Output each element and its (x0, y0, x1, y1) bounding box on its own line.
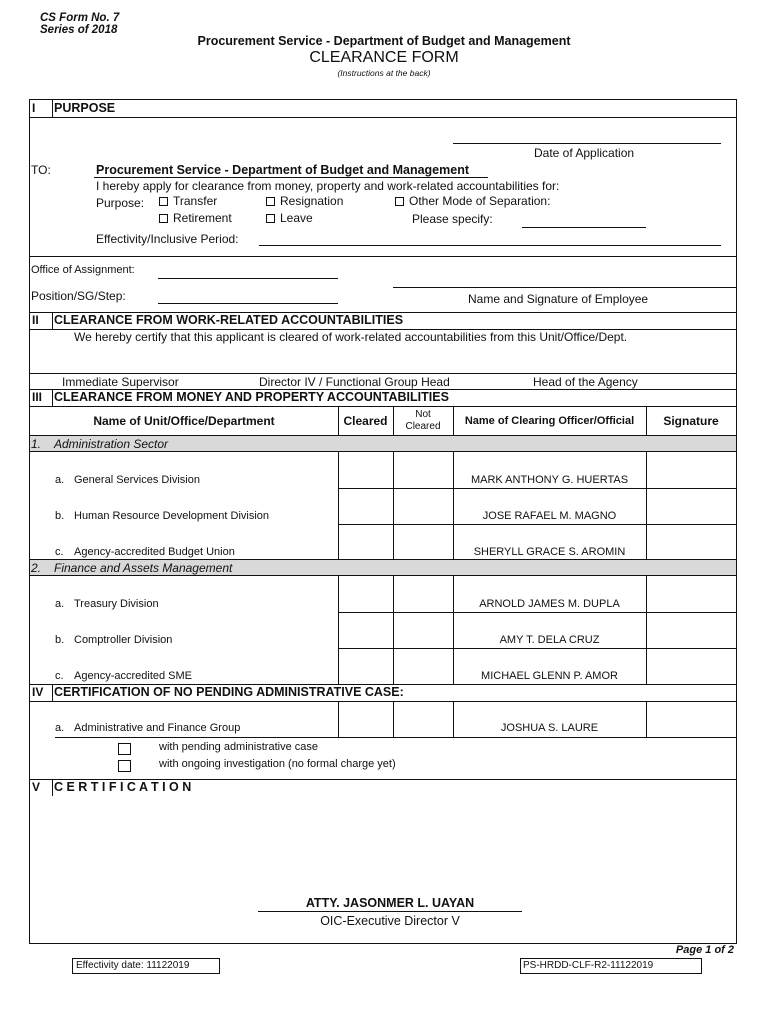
row-unit-comptroller: Comptroller Division (74, 634, 173, 646)
agency-name: Procurement Service - Department of Budget and Management (197, 34, 571, 48)
effectivity-date: Effectivity date: 11122019 (76, 960, 190, 971)
col-cleared-header: Cleared (343, 414, 388, 428)
row-officer-comptroller: AMY T. DELA CRUZ (499, 634, 600, 646)
immediate-supervisor-label: Immediate Supervisor (62, 375, 179, 389)
row-officer-sme: MICHAEL GLENN P. AMOR (481, 670, 618, 682)
row-letter: b. (55, 510, 65, 522)
director-label: Director IV / Functional Group Head (259, 375, 450, 389)
form-series: Series of 2018 (40, 24, 118, 36)
transfer-checkbox[interactable] (159, 197, 168, 206)
date-of-application-label: Date of Application (534, 146, 635, 160)
row-unit-afg: Administrative and Finance Group (74, 722, 241, 734)
to-value: Procurement Service - Department of Budget and Management (96, 163, 469, 177)
section-2-title: CLEARANCE FROM WORK-RELATED ACCOUNTABILITIES (54, 313, 404, 327)
col-signature-header: Signature (663, 414, 719, 428)
other-separation-checkbox[interactable] (395, 197, 404, 206)
row-officer-hrdd: JOSE RAFAEL M. MAGNO (482, 510, 617, 522)
col-not-cleared-header: Not Cleared (405, 409, 441, 432)
row-letter: a. (55, 598, 65, 610)
section-4-header (30, 684, 736, 701)
instructions-note: (Instructions at the back) (337, 68, 431, 78)
employee-signature-line[interactable] (393, 287, 736, 288)
to-label: TO: (31, 163, 51, 177)
row-unit-budget-union: Agency-accredited Budget Union (74, 546, 235, 558)
effectivity-label: Effectivity/Inclusive Period: (96, 232, 239, 246)
col-unit-header: Name of Unit/Office/Department (93, 414, 275, 428)
leave-option[interactable]: Leave (266, 211, 313, 225)
section-5-header (30, 779, 736, 796)
pending-case-checkbox[interactable] (118, 743, 131, 755)
form-title: CLEARANCE FORM (309, 49, 459, 66)
retirement-option[interactable]: Retirement (159, 211, 232, 225)
row-officer-treasury: ARNOLD JAMES M. DUPLA (479, 598, 620, 610)
position-label: Position/SG/Step: (31, 289, 126, 303)
section-5-title: C E R T I F I C A T I O N (54, 780, 192, 794)
specify-line[interactable] (522, 227, 646, 228)
ongoing-investigation-checkbox[interactable] (118, 760, 131, 772)
transfer-option[interactable]: Transfer (159, 194, 217, 208)
section-1-header (30, 100, 736, 117)
pending-case-label: with pending administrative case (159, 741, 318, 753)
retirement-checkbox[interactable] (159, 214, 168, 223)
section-1-title: PURPOSE (54, 101, 116, 115)
section-3-number: III (32, 390, 43, 404)
row-letter: a. (55, 474, 65, 486)
row-unit-sme: Agency-accredited SME (74, 670, 192, 682)
section-4-number: IV (32, 685, 44, 699)
purpose-label: Purpose: (96, 196, 145, 210)
ongoing-investigation-label: with ongoing investigation (no formal charge yet) (159, 758, 396, 770)
row-unit-gsd: General Services Division (74, 474, 200, 486)
resignation-option[interactable]: Resignation (266, 194, 343, 208)
office-line[interactable] (158, 278, 338, 279)
office-label: Office of Assignment: (31, 264, 135, 276)
col-officer-header: Name of Clearing Officer/Official (464, 415, 635, 427)
section-5-number: V (32, 780, 41, 794)
section-2-number: II (32, 313, 39, 327)
position-line[interactable] (158, 303, 338, 304)
effectivity-line[interactable] (259, 245, 721, 246)
other-separation-option[interactable]: Other Mode of Separation: (395, 194, 550, 208)
apply-text: I hereby apply for clearance from money, property and work-related accountabilities for: (96, 179, 560, 193)
section-2-header (30, 312, 736, 329)
section-1-number: I (32, 101, 36, 115)
row-officer-afg: JOSHUA S. LAURE (500, 722, 599, 734)
group-administration-sector: 1. Administration Sector (30, 435, 736, 452)
form-number: CS Form No. 7 (40, 12, 120, 24)
row-letter: a. (55, 722, 65, 734)
date-line[interactable] (453, 143, 721, 144)
form-code: PS-HRDD-CLF-R2-11122019 (523, 960, 654, 971)
work-clearance-text: We hereby certify that this applicant is cleared of work-related accountabilities from this Unit/Office/Dept. (74, 330, 628, 344)
section-3-title: CLEARANCE FROM MONEY AND PROPERTY ACCOUNTABILITIES (54, 390, 449, 404)
row-unit-hrdd: Human Resource Development Division (74, 510, 270, 522)
row-officer-gsd: MARK ANTHONY G. HUERTAS (470, 474, 629, 486)
row-letter: b. (55, 634, 65, 646)
head-of-agency-label: Head of the Agency (533, 375, 638, 389)
employee-signature-label: Name and Signature of Employee (468, 292, 649, 306)
signatory-line[interactable] (258, 911, 522, 912)
resignation-checkbox[interactable] (266, 197, 275, 206)
row-letter: c. (55, 670, 64, 682)
leave-checkbox[interactable] (266, 214, 275, 223)
signatory-name: ATTY. JASONMER L. UAYAN (305, 896, 475, 910)
row-officer-budget-union: SHERYLL GRACE S. AROMIN (473, 546, 626, 558)
row-unit-treasury: Treasury Division (74, 598, 159, 610)
row-letter: c. (55, 546, 64, 558)
section-4-title: CERTIFICATION OF NO PENDING ADMINISTRATIVE CASE: (54, 685, 404, 699)
group-finance-assets: 2. Finance and Assets Management (30, 559, 736, 576)
section-3-header (30, 389, 736, 406)
page-number: Page 1 of 2 (675, 944, 734, 956)
please-specify-label: Please specify: (412, 212, 493, 226)
signatory-designation: OIC-Executive Director V (320, 914, 460, 928)
